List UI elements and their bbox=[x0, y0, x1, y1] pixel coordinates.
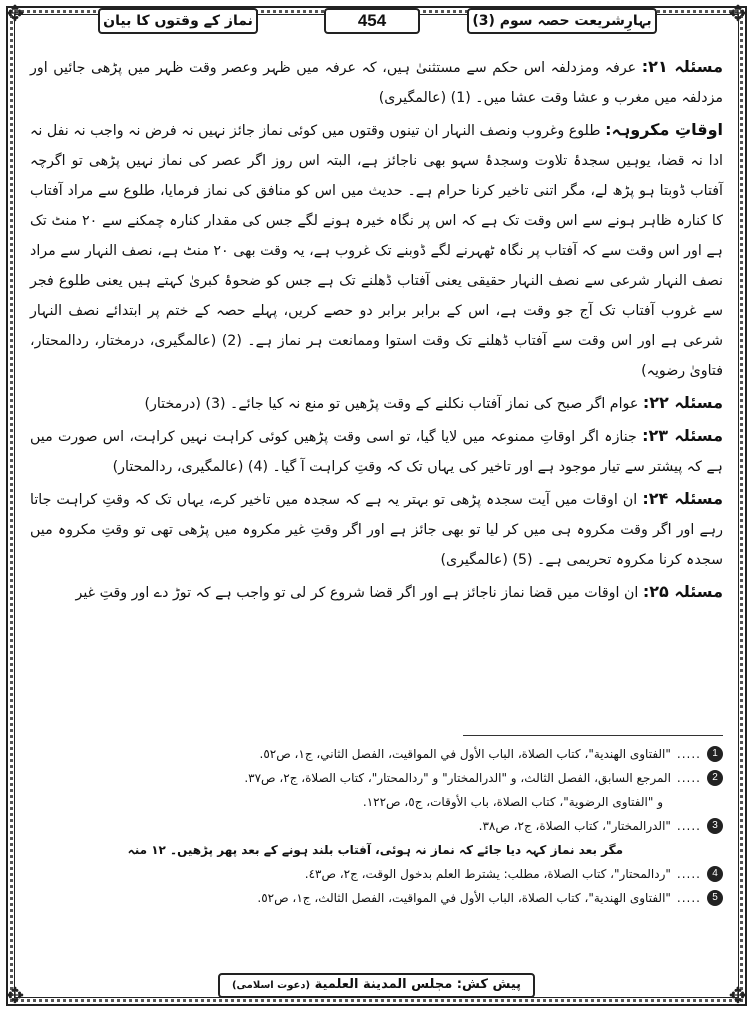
footnote-text: و "الفتاوى الرضوية"، كتاب الصلاة، باب الأوقات، ج٥، ص١٢٢. bbox=[362, 795, 663, 809]
footnote-text: المرجع السابق، الفصل الثالث، و "الدرالمختار" و "ردالمحتار"، كتاب الصلاة، ج٢، ص٣٧. bbox=[244, 771, 671, 785]
footnote-dots: ..... bbox=[676, 747, 701, 761]
footnote-note bbox=[30, 838, 723, 862]
corner-ornament-icon: ✥ bbox=[728, 984, 748, 1009]
paragraph bbox=[30, 388, 723, 419]
corner-ornament-icon: ✥ bbox=[5, 2, 25, 27]
footnote-text: "ردالمحتار"، كتاب الصلاة، مطلب: يشترط العلم بدخول الوقت، ج٢، ص٤٣. bbox=[304, 867, 671, 881]
footnote-dots: ..... bbox=[676, 819, 701, 833]
footnote-dots: ..... bbox=[676, 771, 701, 785]
footnote-number[interactable]: 3 bbox=[707, 818, 723, 834]
footnotes bbox=[30, 742, 723, 910]
footnote-text: مگر بعد نماز کہہ دیا جائے کہ نماز نہ ہوئی، آفتاب بلند ہونے کے بعد پھر پڑھیں۔ ۱۲ منہ bbox=[127, 843, 623, 857]
footnote-number[interactable]: 5 bbox=[707, 890, 723, 906]
footnote-text: "الدرالمختار"، كتاب الصلاة، ج٢، ص٣٨. bbox=[478, 819, 671, 833]
page-footer bbox=[0, 973, 753, 998]
paragraph bbox=[30, 421, 723, 482]
paragraph-text: طلوع وغروب ونصف النہار ان تینوں وقتوں میں کوئی نماز جائز نہیں نہ فرض نہ واجب نہ نفل نہ ادا نہ قضا، یوہیں سجدۂ تلاوت وسجدۂ سہو بھی ناجائز ہے، البتہ اس روز اگر عصر کی نماز نہیں پڑھی تو اگرچہ آفتاب ڈوبتا ہو پڑھ لے، مگر اتنی تاخیر کرنا حرام ہے۔ حدیث میں اس کو منافق کی نماز فرمایا، طلوع سے مراد آفتاب کا کنارہ ظاہر ہونے سے اس وقت تک ہے کہ اس پر نگاہ خیرہ ہونے لگے جس کی مقدار کنارہ چمکنے سے ۲۰ منٹ تک ہے اور اس وقت سے کہ آفتاب پر نگاہ ٹھہرنے لگے ڈوبنے تک غروب ہے، یہ وقت بھی ۲۰ منٹ ہے، نصف النہار سے مراد نصف النہار شرعی سے نصف النہار حقیقی یعنی آفتاب ڈھلنے تک ہے جس کو ضحوۂ کبریٰ کہتے ہیں یعنی طلوع فجر سے غروب آفتاب تک آج جو وقت ہے، اس کے برابر برابر دو حصے کریں، پہلے حصہ کے ختم پر ابتدائے نصف النہار شرعی ہے اور اس وقت سے آفتاب ڈھلنے تک وقت استوا وممانعت ہر نماز ہے۔ (2) (عالمگیری، درمختار، ردالمحتار، فتاویٰ رضویہ) bbox=[30, 123, 723, 379]
corner-ornament-icon: ✥ bbox=[5, 984, 25, 1009]
footnote bbox=[30, 814, 723, 838]
paragraph-label: مسئلہ ۲۲: bbox=[642, 393, 723, 412]
paragraph-text: عوام اگر صبح کی نماز آفتاب نکلنے کے وقت پڑھیں تو منع نہ کیا جائے۔ (3) (درمختار) bbox=[144, 396, 639, 412]
paragraph bbox=[30, 52, 723, 113]
paragraph-label: مسئلہ ۲۴: bbox=[642, 489, 723, 508]
paragraph-label: مسئلہ ۲۱: bbox=[641, 57, 723, 76]
paragraph bbox=[30, 115, 723, 386]
footnote-number[interactable]: 2 bbox=[707, 770, 723, 786]
paragraph-text: عرفہ ومزدلفہ اس حکم سے مستثنیٰ ہیں، کہ عرفہ میں ظہر وعصر وقت ظہر میں پڑھی جائیں اور مزدلفہ میں مغرب و عشا وقت عشا میں۔ (1) (عالمگیری) bbox=[30, 60, 723, 106]
paragraph-text: جنازہ اگر اوقاتِ ممنوعہ میں لایا گیا، تو اسی وقت پڑھیں کوئی کراہت نہیں کراہت، اس صورت میں ہے کہ پیشتر سے تیار موجود ہے اور تاخیر کی یہاں تک کہ وقتِ کراہت آ گیا۔ (4) (عالمگیری، ردالمحتار) bbox=[30, 429, 723, 475]
footnote-dots: ..... bbox=[676, 867, 701, 881]
paragraph-text: ان اوقات میں قضا نماز ناجائز ہے اور اگر قضا شروع کر لی تو واجب ہے کہ توڑ دے اور وقتِ غیر bbox=[75, 585, 639, 601]
footnote bbox=[30, 742, 723, 766]
publisher-tag: (دعوت اسلامی) bbox=[231, 980, 311, 991]
book-title: بہارِشریعت حصہ سوم (3) bbox=[467, 8, 657, 34]
footnote-separator bbox=[463, 735, 723, 736]
publisher-box bbox=[218, 973, 535, 998]
footnote-dots: ..... bbox=[676, 891, 701, 905]
footnote bbox=[30, 862, 723, 886]
page-number: 454 bbox=[324, 8, 420, 34]
corner-ornament-icon: ✥ bbox=[728, 2, 748, 27]
footnote-continuation bbox=[30, 790, 723, 814]
footnote-number[interactable]: 1 bbox=[707, 746, 723, 762]
footnote-text: "الفتاوى الهندية"، كتاب الصلاة، الباب الأول في المواقيت، الفصل الثالث، ج١، ص٥٢. bbox=[257, 891, 671, 905]
paragraph-label: مسئلہ ۲۳: bbox=[642, 426, 723, 445]
footnote-number[interactable]: 4 bbox=[707, 866, 723, 882]
footnote-text: "الفتاوى الهندية"، كتاب الصلاة، الباب الأول في المواقيت، الفصل الثاني، ج١، ص٥٢. bbox=[259, 747, 671, 761]
paragraph bbox=[30, 484, 723, 575]
chapter-title: نماز کے وقتوں کا بیان bbox=[98, 8, 258, 34]
footnote bbox=[30, 766, 723, 790]
page-header bbox=[0, 8, 753, 36]
footnote bbox=[30, 886, 723, 910]
paragraph-label: مسئلہ ۲۵: bbox=[642, 582, 723, 601]
paragraph-text: ان اوقات میں آیت سجدہ پڑھی تو بہتر یہ ہے کہ سجدہ میں تاخیر کرے، یہاں تک کہ وقتِ کراہت جاتا رہے اور اگر وقت مکروہ ہی میں کر لیا تو بھی جائز ہے اور اگر وقتِ غیر مکروہ میں پڑھی تھی تو وقتِ مکروہ میں سجدہ کرنا مکروہ تحریمی ہے۔ (5) (عالمگیری) bbox=[30, 492, 723, 568]
paragraph-label: اوقاتِ مکروہہ: bbox=[605, 120, 723, 139]
paragraph bbox=[30, 577, 723, 608]
main-text bbox=[30, 52, 723, 610]
publisher-name: مجلس المدينة العلمية bbox=[314, 977, 453, 992]
footer-prefix: پیش کش: bbox=[456, 977, 522, 992]
